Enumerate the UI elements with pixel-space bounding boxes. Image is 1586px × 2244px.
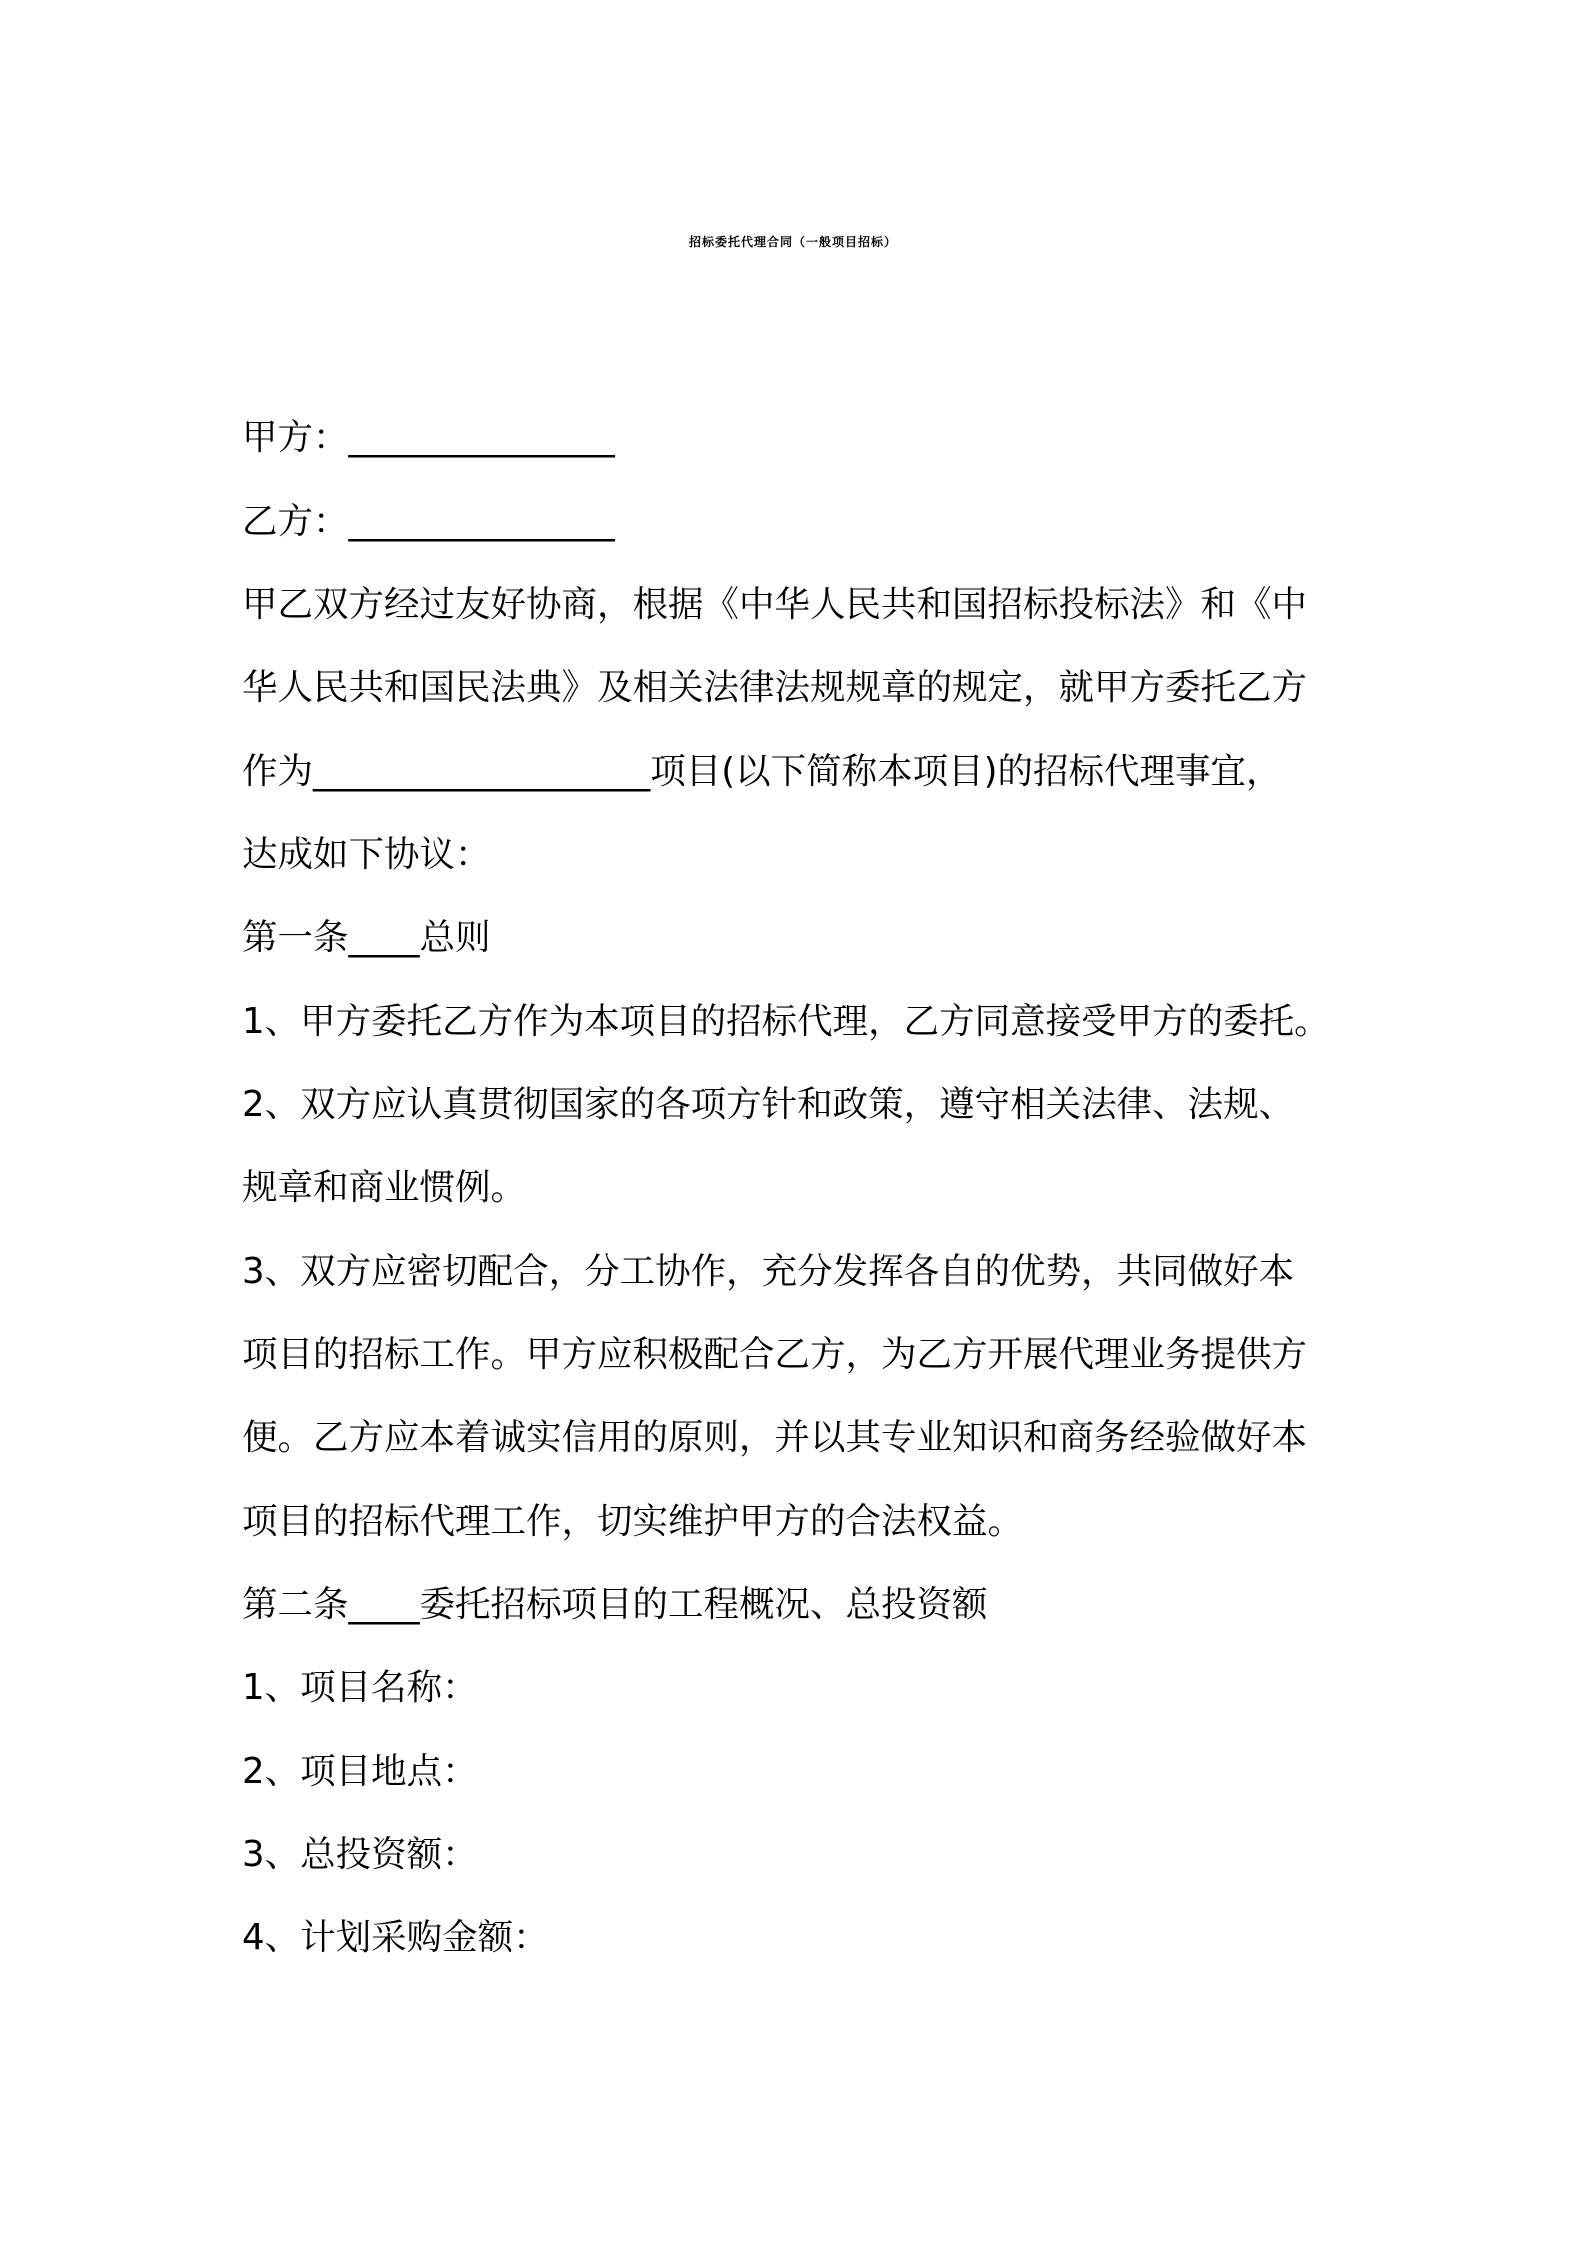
article-1-item-3-line-2: 项目的招标工作。甲方应积极配合乙方，为乙方开展代理业务提供方	[242, 1334, 1308, 1375]
article-2-item-2: 2、项目地点：	[242, 1751, 478, 1792]
article-1-item-2-line-2: 规章和商业惯例。	[242, 1167, 527, 1208]
article-2-item-4: 4、计划采购金额：	[242, 1917, 549, 1958]
article-1-item-3-line-4: 项目的招标代理工作，切实维护甲方的合法权益。	[242, 1501, 1024, 1542]
party-b-line: 乙方：_______________	[242, 501, 615, 542]
preamble-line-4: 达成如下协议：	[242, 834, 491, 875]
article-1-item-3-line-3: 便。乙方应本着诚实信用的原则，并以其专业知识和商务经验做好本	[242, 1417, 1308, 1458]
article-2-heading: 第二条____委托招标项目的工程概况、总投资额	[242, 1584, 988, 1625]
article-1-heading: 第一条____总则	[242, 917, 491, 958]
preamble-line-1: 甲乙双方经过友好协商，根据《中华人民共和国招标投标法》和《中	[242, 584, 1308, 625]
preamble-line-2: 华人民共和国民法典》及相关法律法规规章的规定，就甲方委托乙方	[242, 667, 1308, 708]
article-1-item-2-line-1: 2、双方应认真贯彻国家的各项方针和政策，遵守相关法律、法规、	[242, 1084, 1295, 1125]
article-1-item-1: 1、甲方委托乙方作为本项目的招标代理，乙方同意接受甲方的委托。	[242, 1001, 1330, 1042]
article-2-item-1: 1、项目名称：	[242, 1667, 478, 1708]
party-a-line: 甲方：_______________	[242, 417, 615, 458]
preamble-line-3: 作为___________________项目(以下简称本项目)的招标代理事宜，	[242, 751, 1282, 792]
article-1-item-3-line-1: 3、双方应密切配合，分工协作，充分发挥各自的优势，共同做好本	[242, 1251, 1295, 1292]
article-2-item-3: 3、总投资额：	[242, 1834, 478, 1875]
document-title: 招标委托代理合同（一般项目招标）	[688, 235, 897, 249]
